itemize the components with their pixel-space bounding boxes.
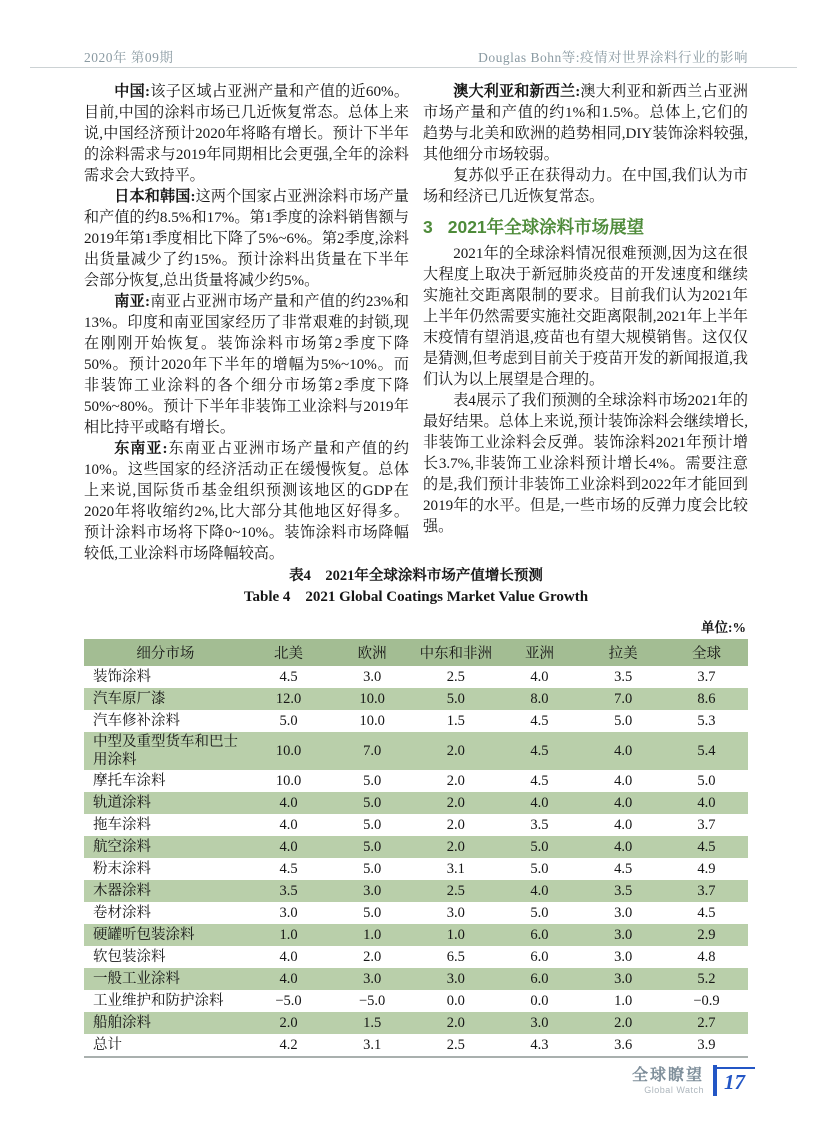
brand-name-en: Global Watch: [644, 1085, 704, 1095]
cell-value: 3.0: [363, 971, 382, 987]
left-column: [84, 82, 409, 565]
paragraph-text: 2021年的全球涂料情况很难预测,因为这在很大程度上取决于新冠肺炎疫苗的开发速度和继续实施社交距离限制的要求。目前我们认为2021年上半年仍然需要实施社交距离限制,2021年上半年末疫情有望消退,疫苗也有望大规模销售。这仅仅是猜测,但考虑到目前关于疫苗开发的新闻报道,我们认为以上展望是合理的。: [423, 246, 748, 388]
cell-value: 4.0: [614, 795, 633, 811]
cell-value: 3.0: [363, 669, 382, 685]
page-footer: [632, 1067, 755, 1096]
table-row: [84, 666, 748, 688]
cell-value: 5.0: [614, 713, 633, 729]
cell-value: 3.9: [697, 1037, 716, 1053]
table-row: [84, 770, 748, 792]
paragraph-lead: 东南亚:: [114, 441, 168, 457]
cell-value: 3.1: [446, 861, 465, 877]
table-row: [84, 710, 748, 732]
column-header: 欧洲: [357, 646, 387, 662]
cell-value: 4.9: [697, 861, 716, 877]
cell-value: 4.0: [530, 795, 549, 811]
cell-value: 5.0: [279, 713, 298, 729]
paragraph: [84, 439, 409, 565]
cell-value: 3.5: [614, 883, 633, 899]
cell-value: 4.5: [697, 839, 716, 855]
cell-value: 8.6: [697, 691, 716, 707]
paragraph-text: 表4展示了我们预测的全球涂料市场2021年的最好结果。总体上来说,预计装饰涂料会继续增长,非装饰工业涂料会反弹。装饰涂料2021年预计增长3.7%,非装饰工业涂料预计增长4%。需要注意的是,我们预计非装饰工业涂料到2022年才能回到2019年的水平。但是,一些市场的反弹力度会比较强。: [423, 393, 748, 535]
row-label: 摩托车涂料: [93, 773, 166, 789]
row-label: 软包装涂料: [93, 949, 166, 965]
cell-value: 3.7: [697, 669, 716, 685]
table-title-zh: 表4 2021年全球涂料市场产值增长预测: [289, 568, 543, 584]
row-label: 航空涂料: [93, 839, 151, 855]
table-row: [84, 732, 748, 770]
cell-value: 4.0: [697, 795, 716, 811]
cell-value: 1.0: [279, 927, 298, 943]
paragraph: [84, 82, 409, 187]
paragraph: [423, 166, 748, 208]
cell-value: 10.0: [275, 743, 302, 759]
cell-value: 6.0: [530, 949, 549, 965]
row-label: 硬罐听包装涂料: [93, 927, 195, 943]
cell-value: 2.0: [446, 773, 465, 789]
table-row: [84, 924, 748, 946]
cell-value: 2.0: [279, 1015, 298, 1031]
cell-value: 3.0: [530, 1015, 549, 1031]
paragraph-text: 这两个国家占亚洲涂料市场产量和产值的约8.5%和17%。第1季度的涂料销售额与2019年第1季度相比下降了5%~6%。第2季度,涂料出货量减少了约15%。预计涂料出货量在下半年会部分恢复,总出货量将减少约5%。: [84, 189, 409, 289]
row-label: 汽车原厂漆: [93, 691, 166, 707]
cell-value: 7.0: [363, 743, 382, 759]
cell-value: 2.5: [446, 1037, 465, 1053]
cell-value: 4.3: [530, 1037, 549, 1053]
cell-value: 4.5: [279, 669, 298, 685]
cell-value: 4.8: [697, 949, 716, 965]
paragraph-text: 澳大利亚和新西兰占亚洲市场产量和产值的约1%和1.5%。总体上,它们的趋势与北美和欧洲的趋势相同,DIY装饰涂料较强,其他细分市场较弱。: [423, 84, 748, 163]
cell-value: 3.0: [446, 971, 465, 987]
row-label: 中型及重型货车和巴士用涂料: [93, 734, 238, 768]
cell-value: 3.7: [697, 817, 716, 833]
cell-value: 4.0: [279, 971, 298, 987]
cell-value: 4.0: [614, 743, 633, 759]
brand-name-zh: 全球瞭望: [631, 1067, 704, 1084]
cell-value: 5.0: [363, 905, 382, 921]
cell-value: 10.0: [359, 691, 385, 707]
cell-value: 2.0: [614, 1015, 633, 1031]
table-row: [84, 858, 748, 880]
table-row: [84, 688, 748, 710]
row-label: 粉末涂料: [93, 861, 151, 877]
table-row: [84, 968, 748, 990]
cell-value: 5.0: [363, 861, 382, 877]
cell-value: 3.1: [363, 1037, 382, 1053]
table-unit-label: 单位:%: [701, 620, 746, 635]
cell-value: 4.5: [530, 773, 549, 789]
table-header-row: [84, 639, 748, 666]
cell-value: 2.5: [446, 883, 465, 899]
running-title: Douglas Bohn等:疫情对世界涂料行业的影响: [478, 50, 748, 65]
cell-value: 3.0: [363, 883, 382, 899]
issue-label: 2020年 第09期: [84, 50, 174, 65]
cell-value: 4.5: [530, 743, 549, 759]
cell-value: 5.0: [530, 839, 549, 855]
cell-value: 5.0: [697, 773, 716, 789]
cell-value: 0.0: [446, 993, 465, 1009]
row-label: 轨道涂料: [93, 795, 151, 811]
cell-value: 5.0: [530, 905, 549, 921]
cell-value: 4.5: [614, 861, 633, 877]
cell-value: 4.0: [614, 839, 633, 855]
cell-value: 1.5: [446, 713, 465, 729]
row-label: 总计: [93, 1037, 122, 1053]
cell-value: 4.0: [530, 883, 549, 899]
cell-value: 2.0: [446, 817, 465, 833]
cell-value: 4.5: [697, 905, 716, 921]
cell-value: 2.5: [446, 669, 465, 685]
cell-value: 4.0: [279, 949, 298, 965]
cell-value: 5.4: [697, 743, 716, 759]
table-row: [84, 814, 748, 836]
paragraph-lead: 澳大利亚和新西兰:: [453, 84, 581, 100]
cell-value: 3.0: [279, 905, 298, 921]
paragraph-lead: 日本和韩国:: [114, 189, 196, 205]
cell-value: 3.5: [614, 669, 633, 685]
row-label: 装饰涂料: [93, 669, 151, 685]
column-header: 细分市场: [136, 646, 195, 662]
article-body: [84, 82, 748, 565]
page-number-box: [713, 1067, 755, 1096]
cell-value: 4.0: [279, 817, 298, 833]
column-header: 中东和非洲: [419, 646, 493, 662]
row-label: 汽车修补涂料: [93, 713, 180, 729]
cell-value: 0.0: [530, 993, 549, 1009]
cell-value: 5.0: [530, 861, 549, 877]
paragraph-lead: 中国:: [114, 84, 151, 100]
paragraph-text: 南亚占亚洲市场产量和产值的约23%和13%。印度和南亚国家经历了非常艰难的封锁,现在刚刚开始恢复。装饰涂料市场第2季度下降50%。预计2020年下半年的增幅为5%~10%。而非装饰工业涂料的各个细分市场第2季度下降50%~80%。预计下半年非装饰工业涂料与2019年相比持平或略有增长。: [84, 294, 409, 436]
cell-value: 6.0: [530, 927, 549, 943]
cell-value: 3.0: [614, 971, 633, 987]
cell-value: 3.5: [279, 883, 298, 899]
page-number: 17: [717, 1067, 755, 1095]
column-header: 拉美: [608, 646, 638, 662]
cell-value: 5.0: [363, 795, 382, 811]
section-number: 3: [423, 217, 433, 237]
right-column: [423, 82, 748, 565]
paragraph-text: 复苏似乎正在获得动力。在中国,我们认为市场和经济已几近恢复常态。: [423, 168, 748, 205]
cell-value: 3.0: [614, 949, 633, 965]
cell-value: 5.0: [363, 773, 382, 789]
column-header: 全球: [691, 646, 721, 662]
table-title-en: Table 4 2021 Global Coatings Market Value Growth: [243, 589, 589, 605]
cell-value: 3.7: [697, 883, 716, 899]
cell-value: 3.5: [530, 817, 549, 833]
row-label: 拖车涂料: [93, 817, 151, 833]
paragraph: [84, 292, 409, 439]
table-row: [84, 946, 748, 968]
cell-value: 4.0: [614, 773, 633, 789]
cell-value: 5.0: [363, 817, 382, 833]
cell-value: 4.0: [614, 817, 633, 833]
cell-value: 5.3: [697, 713, 716, 729]
paragraph-lead: 南亚:: [114, 294, 151, 310]
header-rule: [30, 67, 797, 68]
cell-value: 2.0: [363, 949, 382, 965]
cell-value: 2.7: [697, 1015, 716, 1031]
cell-value: 6.5: [446, 949, 465, 965]
cell-value: 4.0: [279, 795, 298, 811]
table-row: [84, 880, 748, 902]
cell-value: 12.0: [275, 691, 302, 707]
cell-value: 10.0: [359, 713, 385, 729]
paragraph-text: 东南亚占亚洲市场产量和产值的约10%。这些国家的经济活动正在缓慢恢复。总体上来说,国际货币基金组织预测该地区的GDP在2020年将收缩约2%,比大部分其他地区好得多。预计涂料市场将下降0~10%。装饰涂料市场降幅较低,工业涂料市场降幅较高。: [84, 441, 409, 562]
column-header: 北美: [274, 646, 303, 662]
cell-value: 2.0: [446, 743, 465, 759]
table-row: [84, 836, 748, 858]
paragraph-text: 该子区域占亚洲产量和产值的近60%。目前,中国的涂料市场已几近恢复常态。总体上来说,中国经济预计2020年将略有增长。预计下半年的涂料需求与2019年同期相比会更强,全年的涂料需求会大致持平。: [84, 84, 409, 184]
cell-value: 3.0: [614, 905, 633, 921]
cell-value: 2.9: [697, 927, 716, 943]
row-label: 木器涂料: [93, 883, 151, 899]
cell-value: 4.2: [279, 1037, 298, 1053]
table-section: [84, 566, 748, 1058]
cell-value: 3.0: [446, 905, 465, 921]
paragraph: [423, 391, 748, 538]
cell-value: −5.0: [275, 993, 302, 1009]
section-title: 2021年全球涂料市场展望: [447, 217, 645, 237]
column-header: 亚洲: [524, 646, 554, 662]
cell-value: 5.0: [363, 839, 382, 855]
cell-value: 3.6: [614, 1037, 633, 1053]
page-header: [84, 46, 748, 66]
paragraph: [423, 244, 748, 391]
row-label: 卷材涂料: [93, 905, 151, 921]
cell-value: 4.0: [279, 839, 298, 855]
growth-forecast-table: [84, 639, 748, 1058]
cell-value: −5.0: [359, 993, 386, 1009]
section-heading: [423, 215, 748, 239]
cell-value: 8.0: [530, 691, 549, 707]
paragraph: [84, 187, 409, 292]
cell-value: 4.0: [530, 669, 549, 685]
cell-value: 2.0: [446, 795, 465, 811]
cell-value: 1.0: [446, 927, 465, 943]
row-label: 一般工业涂料: [93, 971, 180, 987]
cell-value: 2.0: [446, 1015, 465, 1031]
table-row: [84, 792, 748, 814]
table-row: [84, 990, 748, 1012]
row-label: 船舶涂料: [93, 1015, 151, 1031]
table-row: [84, 902, 748, 924]
paragraph: [423, 82, 748, 166]
cell-value: 1.5: [363, 1015, 382, 1031]
cell-value: 4.5: [279, 861, 298, 877]
row-label: 工业维护和防护涂料: [93, 993, 224, 1009]
cell-value: 6.0: [530, 971, 549, 987]
cell-value: 1.0: [614, 993, 633, 1009]
table-row: [84, 1034, 748, 1057]
cell-value: −0.9: [693, 993, 720, 1009]
cell-value: 2.0: [446, 839, 465, 855]
cell-value: 4.5: [530, 713, 549, 729]
journal-brand: [632, 1067, 704, 1096]
cell-value: 3.0: [614, 927, 633, 943]
cell-value: 5.0: [446, 691, 465, 707]
cell-value: 10.0: [275, 773, 302, 789]
cell-value: 7.0: [614, 691, 633, 707]
cell-value: 1.0: [363, 927, 382, 943]
cell-value: 5.2: [697, 971, 716, 987]
table-row: [84, 1012, 748, 1034]
